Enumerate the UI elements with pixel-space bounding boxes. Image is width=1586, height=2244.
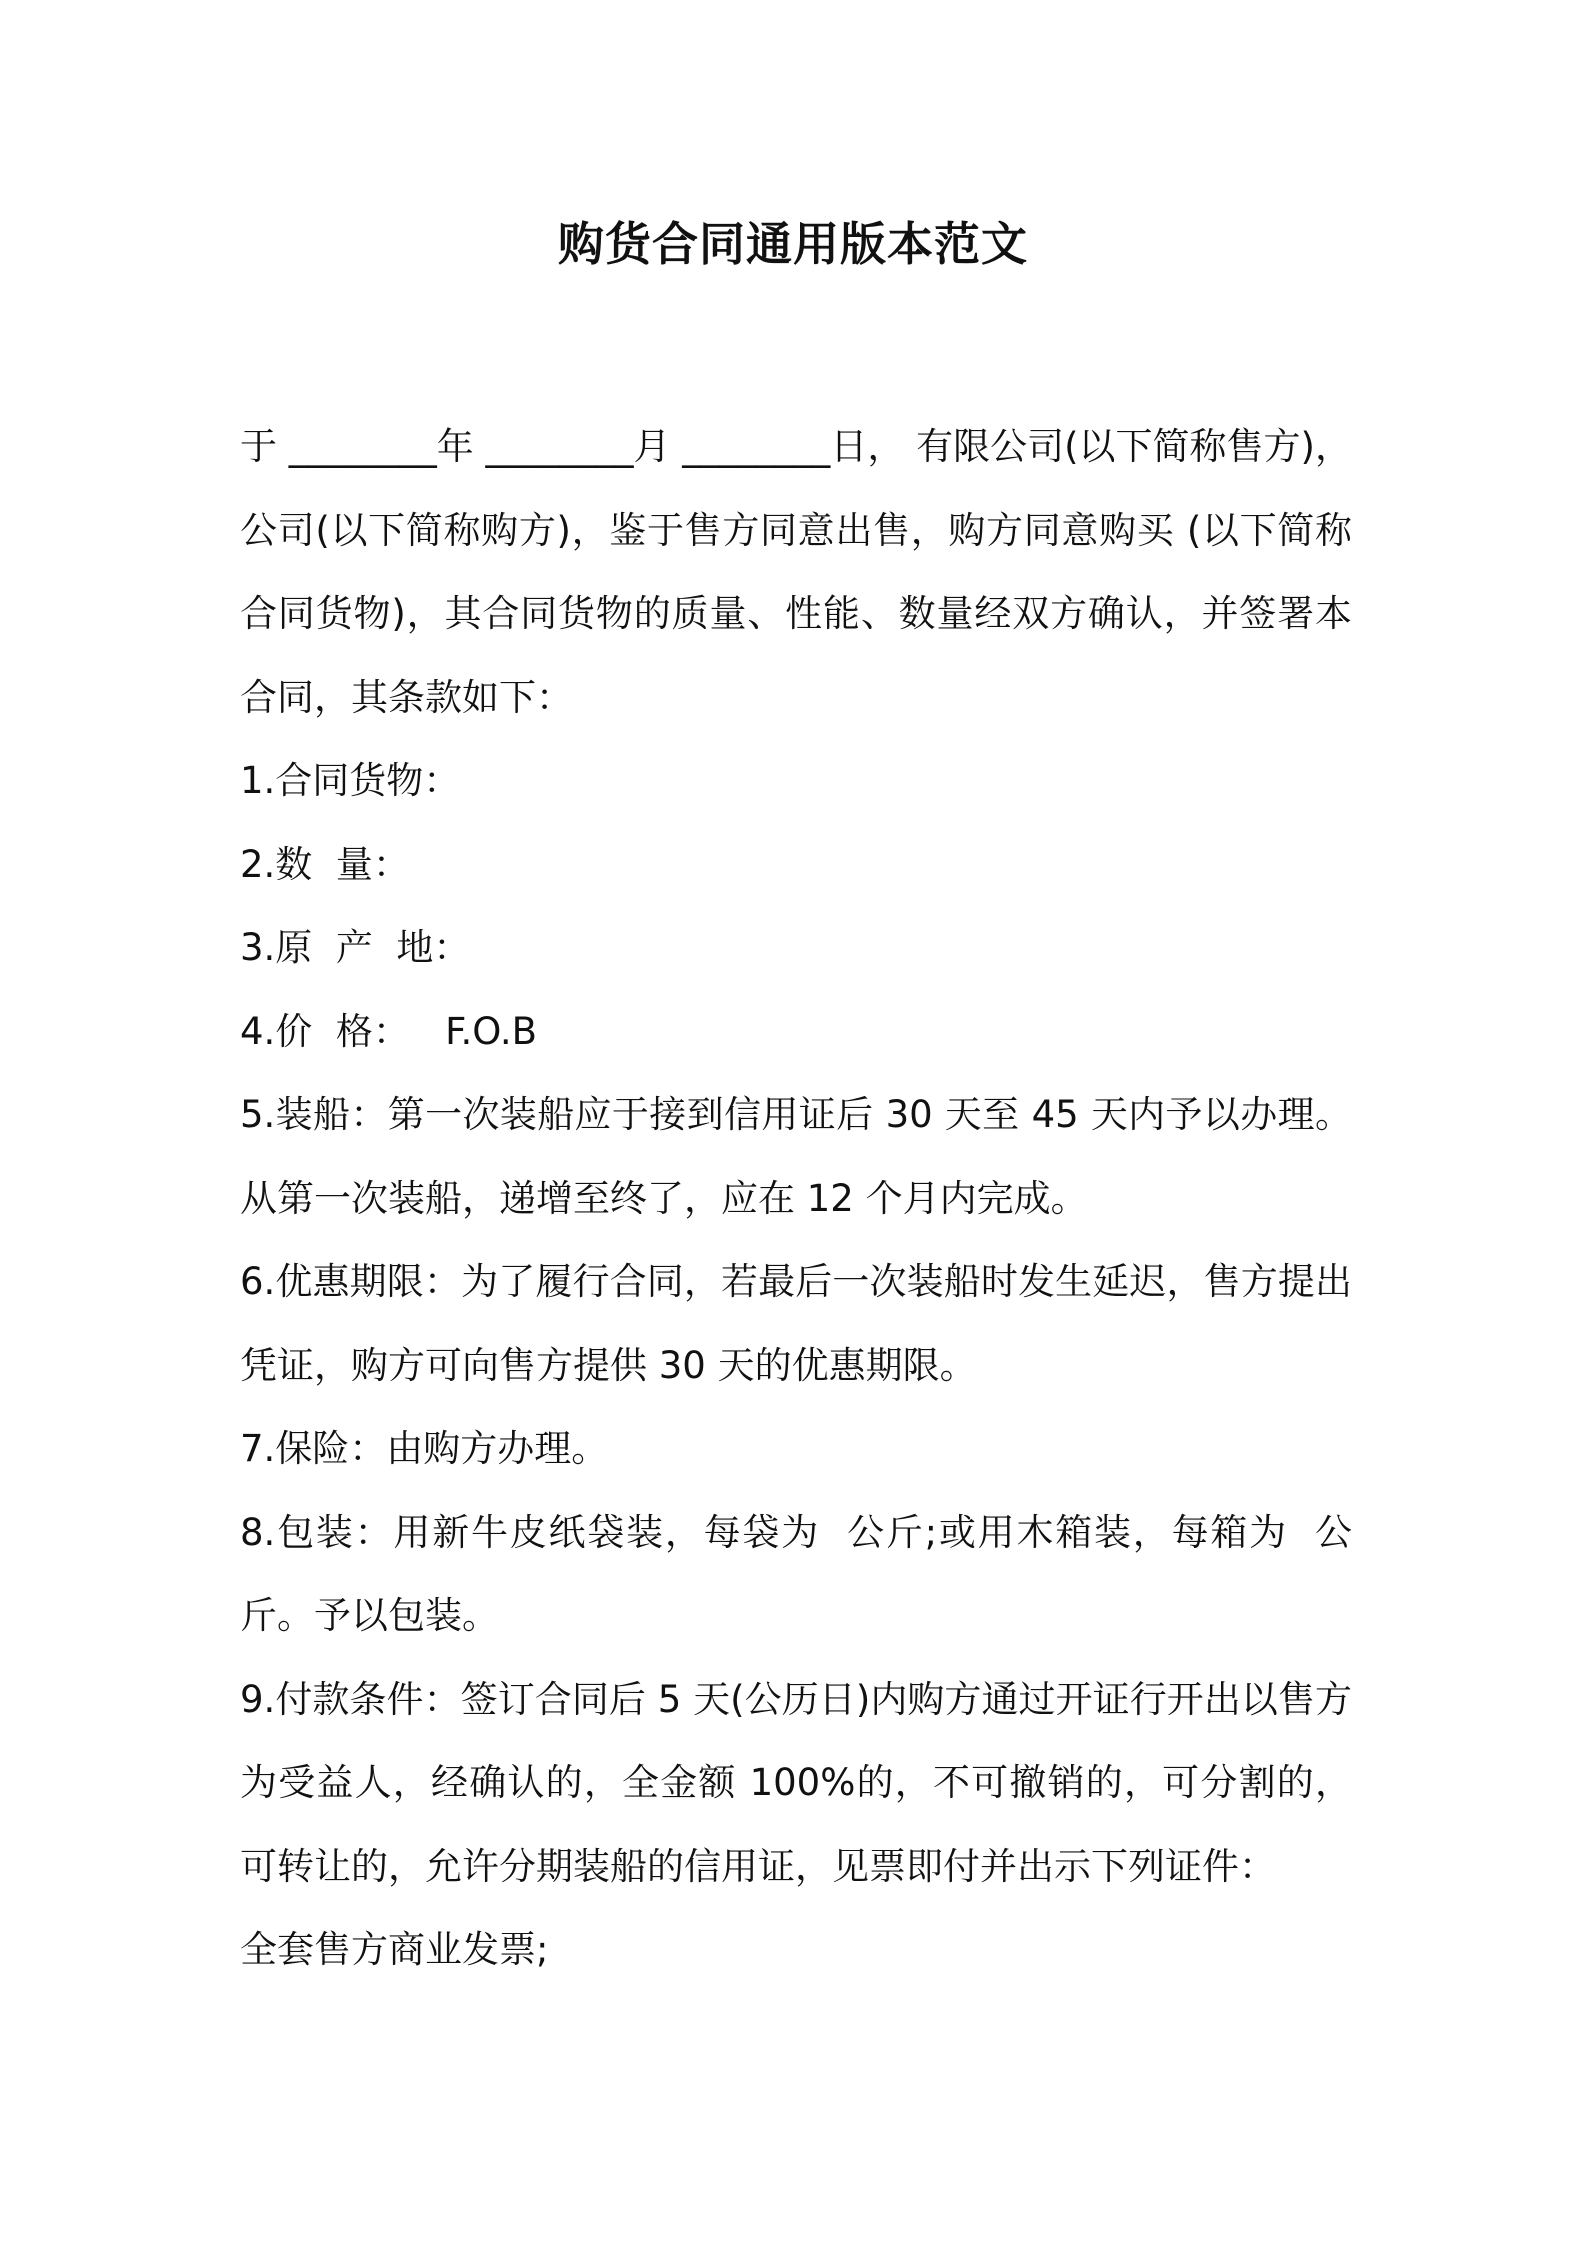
clause-origin: 3.原 产 地： <box>240 926 471 969</box>
payment-document-item: 全套售方商业发票; <box>240 1928 549 1971</box>
clause-grace-period: 6.优惠期限：为了履行合同，若最后一次装船时发生延迟，售方提出凭证，购方可向售方提供 30 天的优惠期限。 <box>240 1260 1352 1387</box>
contract-body <box>240 405 1364 1992</box>
clause-payment: 9.付款条件：签订合同后 5 天(公历日)内购方通过开证行开出以售方为受益人，经确认的，全金额 100%的，不可撤销的，可分割的，可转让的，允许分期装船的信用证，见票即付并出示下列证件： <box>240 1677 1352 1888</box>
clause-packing: 8.包装：用新牛皮纸袋装，每袋为 公斤;或用木箱装，每箱为 公斤。予以包装。 <box>240 1510 1352 1637</box>
clause-price: 4.价 格： F.O.B <box>240 1009 537 1053</box>
clause-insurance: 7.保险：由购方办理。 <box>240 1427 609 1470</box>
document-title: 购货合同通用版本范文 <box>558 217 1028 271</box>
clause-quantity: 2.数 量： <box>240 842 410 886</box>
clause-goods: 1.合同货物： <box>240 759 461 802</box>
preamble-paragraph: 于 ________年 ________月 ________日， 有限公司(以下简称售方)， 公司(以下简称购方)，鉴于售方同意出售，购方同意购买 (以下简称合同货物)，其合同货物的质量、性能、数量经双方确认，并签署本合同，其条款如下： <box>240 425 1364 719</box>
clause-shipment: 5.装船：第一次装船应于接到信用证后 30 天至 45 天内予以办理。从第一次装船，递增至终了，应在 12 个月内完成。 <box>240 1093 1352 1220</box>
